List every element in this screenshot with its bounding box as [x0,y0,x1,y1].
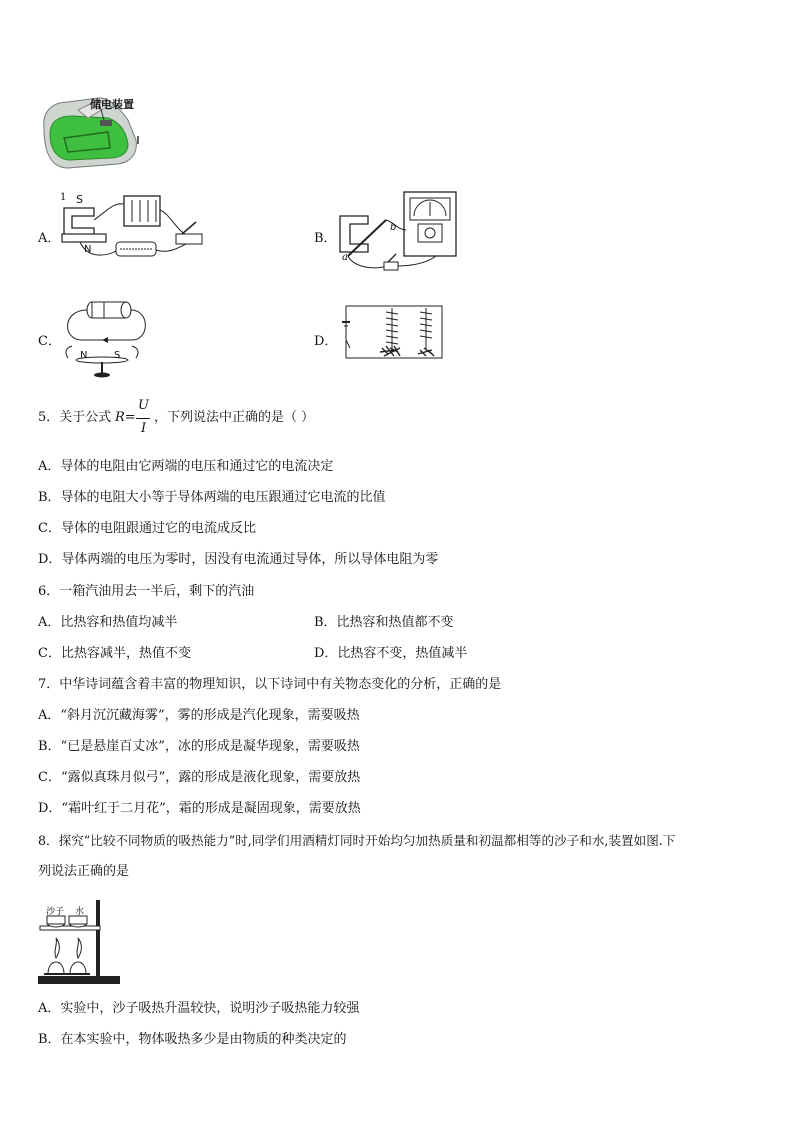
q7-option-d: D．“霜叶红于二月花”，霜的形成是凝固现象，需要放热 [38,801,361,816]
q5-option-d: D．导体两端的电压为零时，因没有电流通过导体，所以导体电阻为零 [38,552,439,567]
q4-b-mark-a: a [342,252,348,263]
q7-option-c: C．“露似真珠月似弓”，露的形成是液化现象，需要放热 [38,770,361,785]
q7-option-b: B．“已是悬崖百丈冰”，冰的形成是凝华现象，需要吸热 [38,739,360,754]
q5-option-c: C．导体的电阻跟通过它的电流成反比 [38,521,256,536]
q5-formula-denominator: I [141,421,147,436]
q8-option-a: A．实验中，沙子吸热升温较快，说明沙子吸热能力较强 [38,1001,360,1016]
q4-a-pole-s: S [76,193,83,206]
q4-option-d-label: D． [314,334,338,349]
q8-label-sand: 沙子 [46,907,65,917]
q6-option-b: B．比热容和热值都不变 [314,615,454,630]
q6-option-d: D．比热容不变，热值减半 [314,646,468,661]
q4-option-b-label: B． [314,231,337,246]
q5-option-a: A．导体的电阻由它两端的电压和通过它的电流决定 [38,459,334,474]
q5-stem-prefix: 5．关于公式 [38,410,112,425]
q4-c-pole-s: S [114,350,121,361]
q4-option-d-figure [338,300,448,362]
q5-formula-lhs: R= [115,410,136,425]
q5-option-b: B．导体的电阻大小等于导体两端的电压跟通过它电流的比值 [38,490,386,505]
q6-option-a: A．比热容和热值均减半 [38,615,178,630]
q8-option-b: B．在本实验中，物体吸热多少是由物质的种类决定的 [38,1032,347,1047]
q8-stem-line2: 列说法正确的是 [38,864,130,879]
q8-stem-line1: 8．探究“比较不同物质的吸热能力”时,同学们用酒精灯同时开始均匀加热质量和初温都相等的沙子和水,装置如图.下 [38,833,676,848]
q7-stem: 7．中华诗词蕴含着丰富的物理知识，以下诗词中有关物态变化的分析，正确的是 [38,677,502,692]
q5-formula-numerator: U [138,398,149,413]
q4-a-pole-n: N [84,244,92,255]
q4-option-c-label: C． [38,334,61,349]
q4-option-b-figure [336,190,461,275]
q4-b-mark-b: b [390,222,397,233]
q7-option-a: A．“斜月沉沉藏海雾”，雾的形成是汽化现象，需要吸热 [38,708,360,723]
q6-option-c: C．比热容减半，热值不变 [38,646,191,661]
q6-stem: 6．一箱汽油用去一半后，剩下的汽油 [38,584,255,599]
q4-option-a-label: A． [38,231,61,246]
q4-c-pole-n: N [80,350,88,361]
q4-option-c-figure [62,300,152,380]
q4-a-digit: 1 [60,192,67,203]
q5-stem-suffix: ，下列说法中正确的是（ ） [154,410,315,425]
shoe-caption: 储电装置 [90,98,134,111]
q8-label-water: 水 [75,907,85,917]
q5-formula-bar [136,418,150,419]
